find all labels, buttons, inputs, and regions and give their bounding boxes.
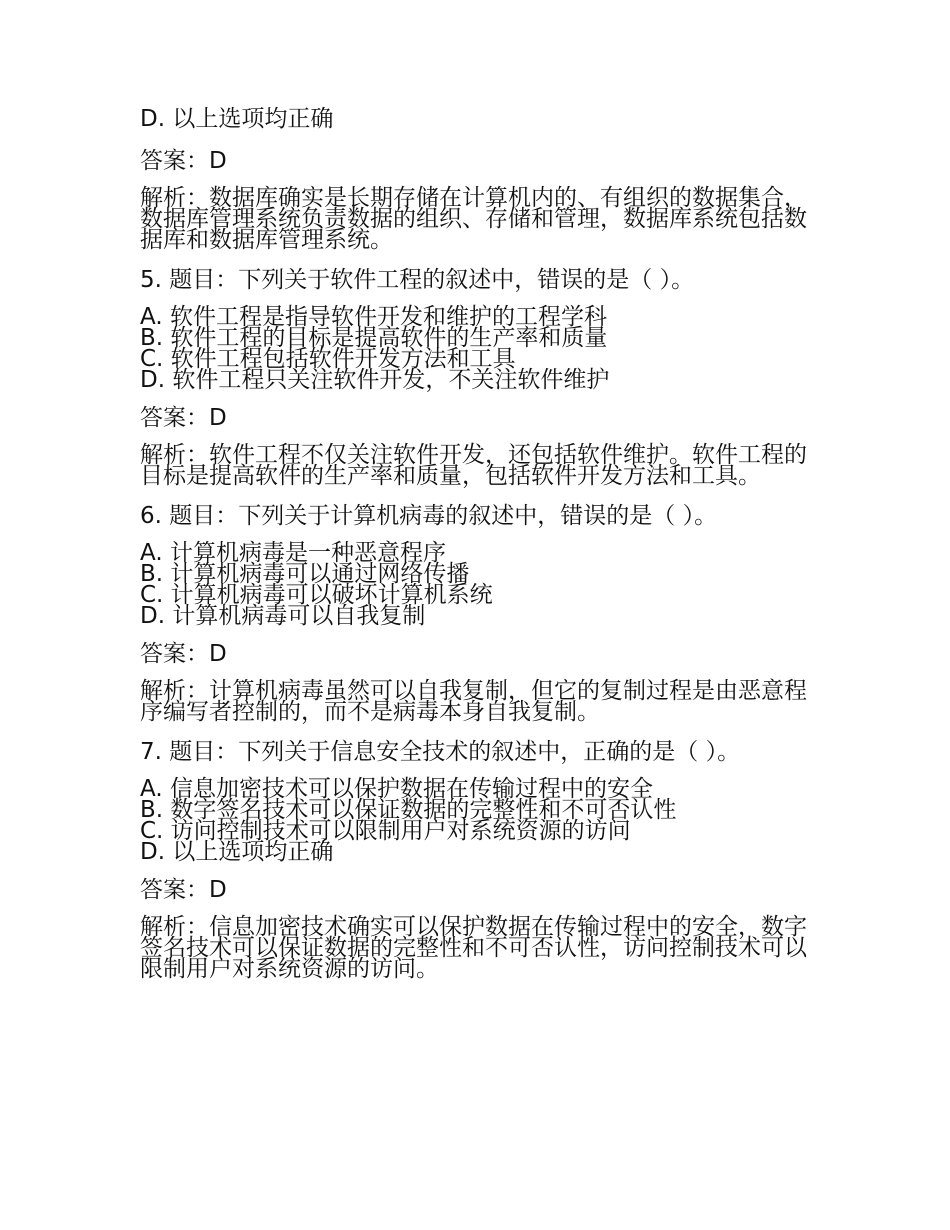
q7-option-c: C. 访问控制技术可以限制用户对系统资源的访问 — [140, 818, 631, 844]
q7-option-d: D. 以上选项均正确 — [140, 839, 334, 865]
q7-analysis: 解析：信息加密技术确实可以保护数据在传输过程中的安全，数字签名技术可以保证数据的完整性和不可否认性，访问控制技术可以限制用户对系统资源的访问。 — [140, 914, 807, 982]
q4-answer: 答案：D — [140, 148, 227, 174]
q7-option-a: A. 信息加密技术可以保护数据在传输过程中的安全 — [140, 776, 653, 802]
q6-option-b: B. 计算机病毒可以通过网络传播 — [140, 561, 470, 587]
q7-answer: 答案：D — [140, 877, 227, 903]
q5-option-a: A. 软件工程是指导软件开发和维护的工程学科 — [140, 304, 607, 330]
q6-option-d: D. 计算机病毒可以自我复制 — [140, 603, 426, 629]
q5-options — [140, 304, 820, 393]
q7-options — [140, 776, 820, 865]
q6-answer: 答案：D — [140, 641, 227, 667]
q5-option-b: B. 软件工程的目标是提高软件的生产率和质量 — [140, 325, 608, 351]
q6-question: 6. 题目：下列关于计算机病毒的叙述中，错误的是（ ）。 — [140, 503, 718, 529]
q6-option-c: C. 计算机病毒可以破坏计算机系统 — [140, 582, 493, 608]
q7-question: 7. 题目：下列关于信息安全技术的叙述中，正确的是（ ）。 — [140, 739, 741, 765]
q5-question: 5. 题目：下列关于软件工程的叙述中，错误的是（ ）。 — [140, 267, 695, 293]
q6-analysis: 解析：计算机病毒虽然可以自我复制，但它的复制过程是由恶意程序编写者控制的，而不是病毒本身自我复制。 — [140, 678, 807, 725]
q5-option-c: C. 软件工程包括软件开发方法和工具 — [140, 346, 516, 372]
q7-option-b: B. 数字签名技术可以保证数据的完整性和不可否认性 — [140, 797, 677, 823]
document-content — [140, 104, 820, 980]
q6-option-a: A. 计算机病毒是一种恶意程序 — [140, 540, 446, 566]
q5-answer: 答案：D — [140, 405, 227, 431]
q4-option-d: D. 以上选项均正确 — [140, 106, 334, 132]
q6-options — [140, 540, 820, 629]
q5-option-d: D. 软件工程只关注软件开发，不关注软件维护 — [140, 367, 610, 393]
q5-analysis: 解析：软件工程不仅关注软件开发，还包括软件维护。软件工程的目标是提高软件的生产率和质量，包括软件开发方法和工具。 — [140, 442, 807, 489]
q4-analysis: 解析：数据库确实是长期存储在计算机内的、有组织的数据集合，数据库管理系统负责数据的组织、存储和管理，数据库系统包括数据库和数据库管理系统。 — [140, 185, 807, 253]
